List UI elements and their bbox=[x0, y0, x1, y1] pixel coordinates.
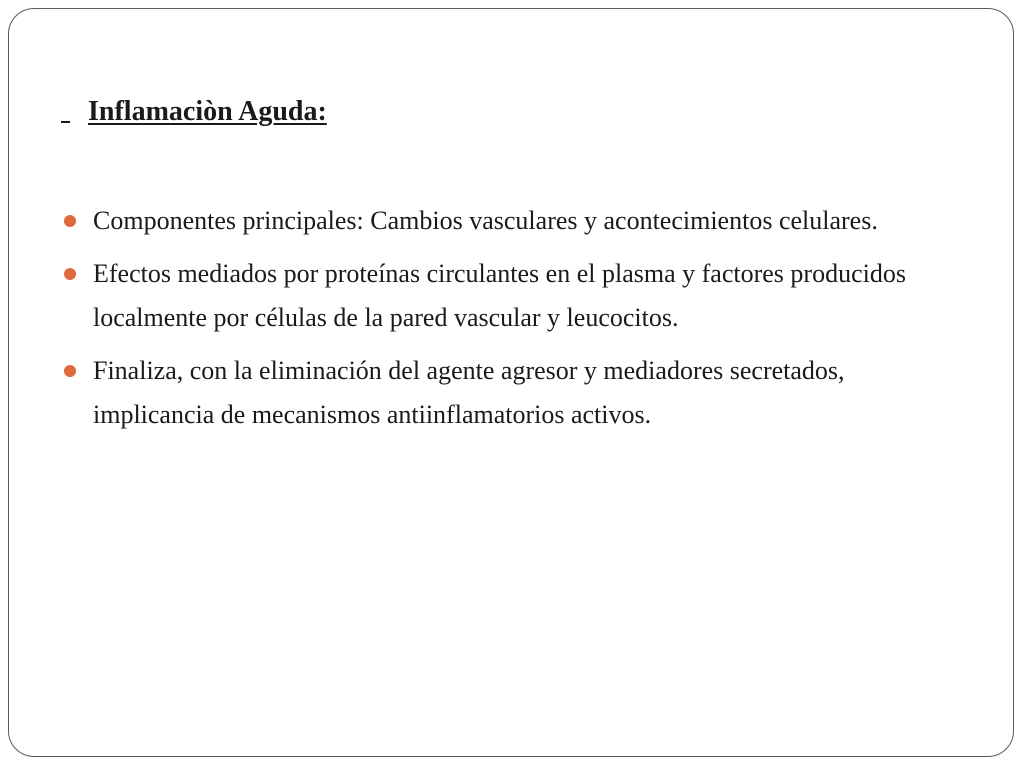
bullet-text: Efectos mediados por proteínas circulantes en el plasma y factores producidos localmente por células de la pared vascular y leucocitos. bbox=[93, 259, 906, 332]
bullet-text: Componentes principales: Cambios vasculares y acontecimientos celulares. bbox=[93, 206, 878, 235]
bullet-dot-icon bbox=[64, 268, 76, 280]
bullet-dot-icon bbox=[64, 215, 76, 227]
bullet-dot-icon bbox=[64, 365, 76, 377]
title-dash bbox=[61, 121, 70, 123]
slide-title-row bbox=[61, 89, 327, 129]
bullet-item bbox=[61, 349, 961, 437]
slide-title: Inflamaciòn Aguda: bbox=[88, 96, 327, 127]
bullet-item bbox=[61, 199, 961, 243]
bullet-text: Finaliza, con la eliminación del agente agresor y mediadores secretados, implicancia de mecanismos antiinflamatorios activos. bbox=[93, 356, 845, 429]
bullet-list bbox=[61, 199, 961, 446]
bullet-item bbox=[61, 252, 961, 340]
slide bbox=[8, 8, 1014, 757]
